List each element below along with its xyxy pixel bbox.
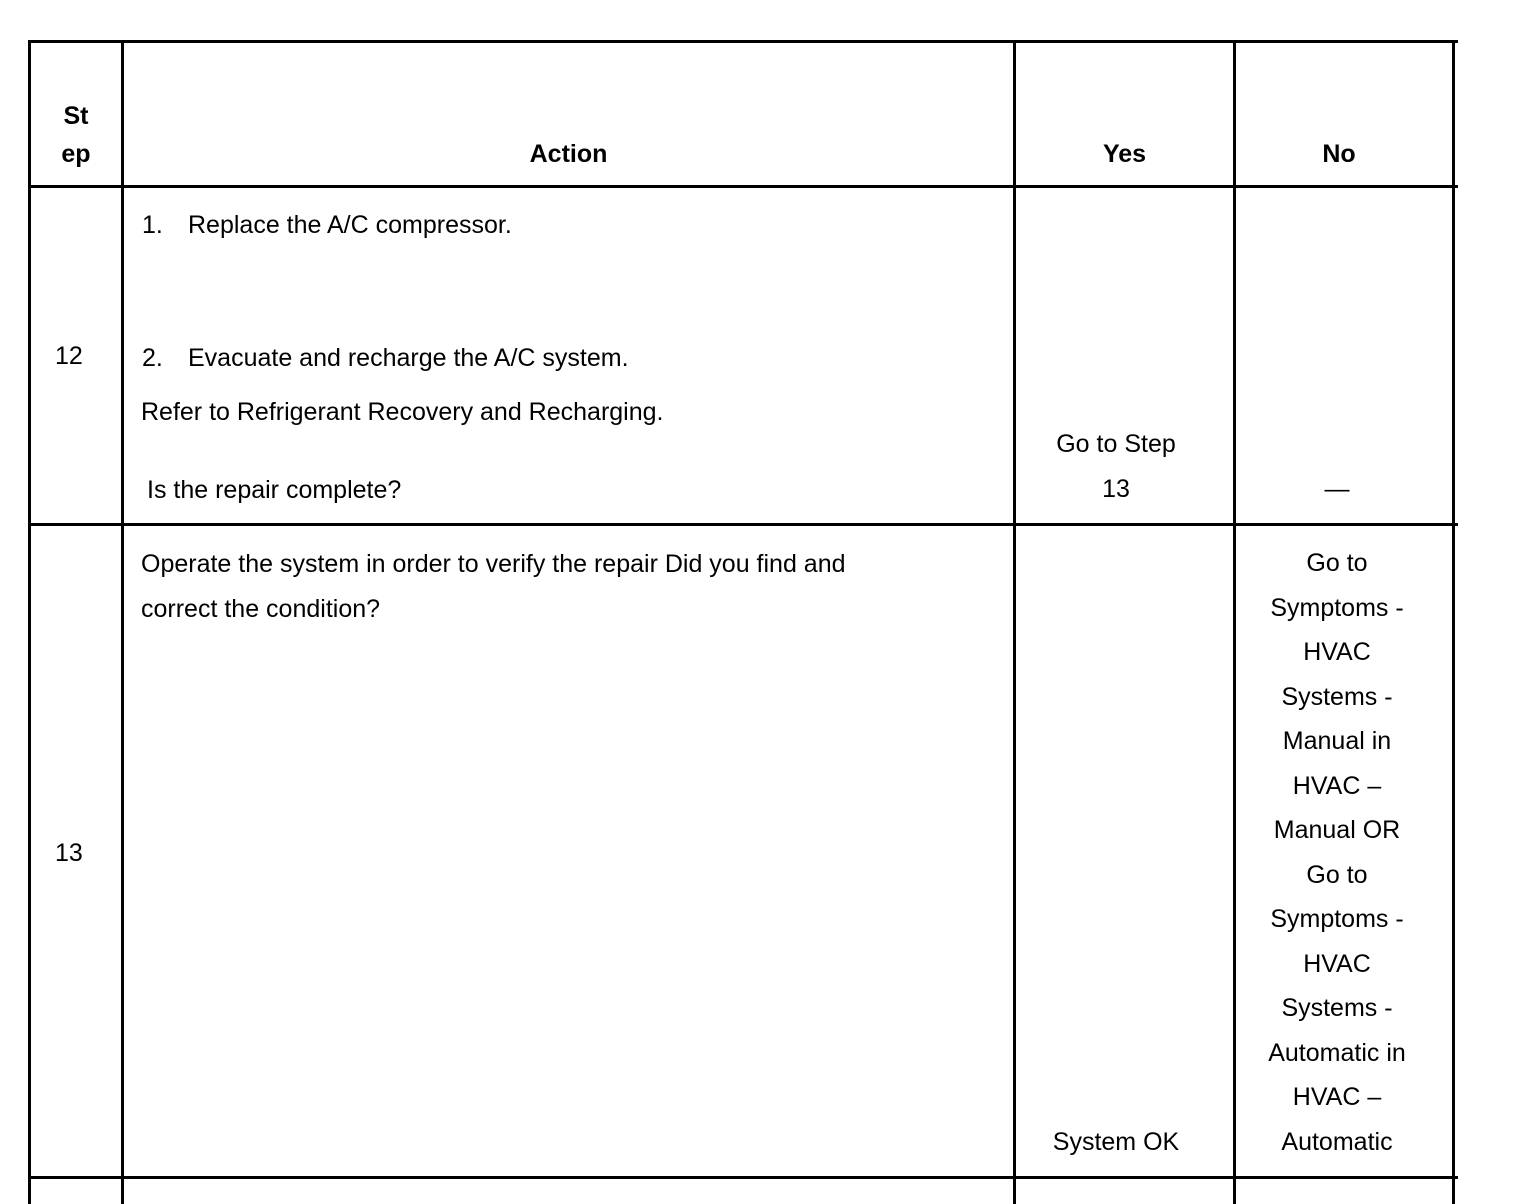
row-13-no-line: HVAC bbox=[1303, 638, 1371, 666]
row-13-no-line: HVAC – bbox=[1292, 1083, 1382, 1111]
row-13-no-line: Systems - bbox=[1281, 682, 1393, 711]
row-13-no-line: Go to bbox=[1306, 860, 1368, 889]
row-13-step: 13 bbox=[55, 839, 83, 867]
row-12-item1-number: 1. bbox=[142, 211, 163, 239]
table-left-border bbox=[28, 40, 31, 1204]
row-13-no-line: Symptoms - bbox=[1270, 905, 1404, 933]
step-action-divider bbox=[121, 40, 124, 1204]
row-13-no-line: Manual OR bbox=[1273, 816, 1401, 844]
row-12-bottom-border bbox=[28, 523, 1458, 526]
row-13-no-cell bbox=[1237, 547, 1437, 1170]
header-action: Action bbox=[529, 140, 608, 168]
table-right-border bbox=[1452, 40, 1455, 1204]
action-yes-divider bbox=[1013, 40, 1016, 1204]
row-13-no-line: Manual in bbox=[1282, 727, 1392, 755]
row-12-item2-text: Evacuate and recharge the A/C system. bbox=[188, 344, 629, 372]
header-bottom-border bbox=[28, 185, 1458, 188]
row-13-no-line: Automatic in bbox=[1268, 1038, 1406, 1067]
row-13-no-line: HVAC bbox=[1303, 949, 1371, 978]
header-step-line2: ep bbox=[61, 140, 91, 168]
row-13-action-line2: correct the condition? bbox=[141, 595, 381, 623]
row-12-yes-line2: 13 bbox=[1102, 475, 1130, 503]
table-bottom-border bbox=[28, 1176, 1458, 1179]
row-12-yes-line1: Go to Step bbox=[1056, 430, 1176, 458]
row-13-no-line: Automatic bbox=[1281, 1127, 1393, 1156]
row-12-step: 12 bbox=[55, 342, 83, 370]
header-yes: Yes bbox=[1102, 140, 1147, 168]
row-12-item1-text: Replace the A/C compressor. bbox=[188, 211, 512, 239]
row-12-note: Refer to Refrigerant Recovery and Recharging. bbox=[141, 398, 664, 426]
row-13-yes: System OK bbox=[1052, 1128, 1180, 1156]
header-step-line1: St bbox=[63, 102, 89, 130]
row-12-item2-number: 2. bbox=[142, 344, 163, 372]
row-12-no: — bbox=[1324, 475, 1350, 503]
row-13-no-line: Systems - bbox=[1281, 994, 1393, 1022]
table-top-border bbox=[28, 40, 1458, 43]
row-13-action-line1: Operate the system in order to verify the repair Did you find and bbox=[141, 550, 846, 578]
row-13-no-line: Go to bbox=[1306, 549, 1368, 577]
row-13-no-line: Symptoms - bbox=[1270, 593, 1404, 622]
yes-no-divider bbox=[1233, 40, 1236, 1204]
row-12-question: Is the repair complete? bbox=[147, 476, 402, 504]
row-13-no-line: HVAC – bbox=[1292, 771, 1382, 800]
header-no: No bbox=[1322, 140, 1356, 168]
